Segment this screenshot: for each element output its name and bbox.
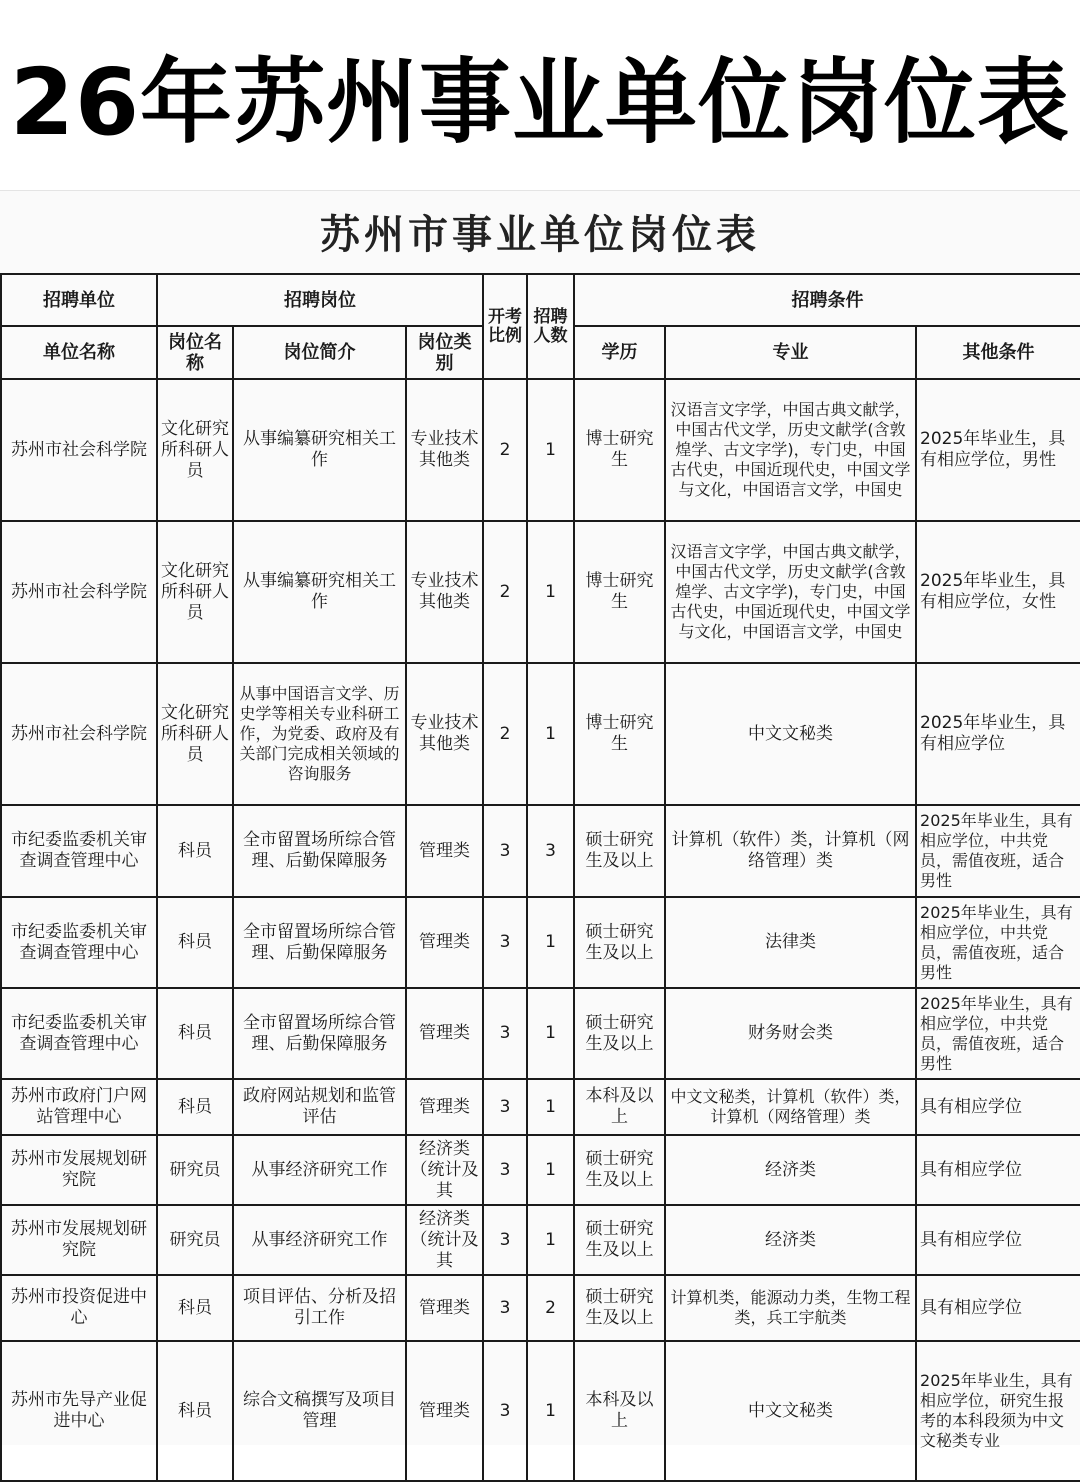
- cell-major: 法律类: [665, 897, 916, 988]
- cell-ratio: 3: [483, 1079, 527, 1135]
- banner-title: 26年苏州事业单位岗位表: [9, 49, 1071, 156]
- cell-type: 经济类（统计及其: [406, 1135, 483, 1205]
- cell-ratio: 3: [483, 1341, 527, 1481]
- cell-desc: 综合文稿撰写及项目管理: [233, 1341, 406, 1481]
- cell-major: 中文文秘类: [665, 1341, 916, 1481]
- cell-post: 科员: [157, 897, 233, 988]
- cell-ratio: 2: [483, 521, 527, 663]
- table-row: [1, 1135, 1080, 1205]
- cell-ratio: 3: [483, 1135, 527, 1205]
- cell-major: 中文文秘类，计算机（软件）类，计算机（网络管理）类: [665, 1079, 916, 1135]
- cell-desc: 从事中国语言文学、历史学等相关专业科研工作，为党委、政府及有关部门完成相关领域的咨询服务: [233, 663, 406, 805]
- header-major: 专业: [665, 326, 916, 379]
- table-row: [1, 988, 1080, 1079]
- cell-post: 科员: [157, 805, 233, 897]
- cell-unit: 苏州市社会科学院: [1, 379, 157, 521]
- cell-type: 管理类: [406, 988, 483, 1079]
- cell-edu: 硕士研究生及以上: [574, 1205, 665, 1275]
- table-row: [1, 379, 1080, 521]
- table-row: [1, 1205, 1080, 1275]
- cell-post: 研究员: [157, 1205, 233, 1275]
- cell-unit: 市纪委监委机关审查调查管理中心: [1, 805, 157, 897]
- cell-major: 中文文秘类: [665, 663, 916, 805]
- cell-post: 文化研究所科研人员: [157, 521, 233, 663]
- cell-ratio: 2: [483, 663, 527, 805]
- cell-count: 1: [527, 663, 574, 805]
- cell-edu: 博士研究生: [574, 379, 665, 521]
- cell-post: 研究员: [157, 1135, 233, 1205]
- cell-desc: 政府网站规划和监管评估: [233, 1079, 406, 1135]
- cell-desc: 从事编纂研究相关工作: [233, 379, 406, 521]
- cell-desc: 从事经济研究工作: [233, 1205, 406, 1275]
- header-education: 学历: [574, 326, 665, 379]
- cell-other: 2025年毕业生，具有相应学位，研究生报考的本科段须为中文文秘类专业: [916, 1341, 1080, 1481]
- cell-edu: 硕士研究生及以上: [574, 897, 665, 988]
- cell-major: 财务财会类: [665, 988, 916, 1079]
- table-row: [1, 663, 1080, 805]
- cell-ratio: 3: [483, 1275, 527, 1341]
- cell-desc: 全市留置场所综合管理、后勤保障服务: [233, 805, 406, 897]
- cell-other: 2025年毕业生，具有相应学位，中共党员，需值夜班，适合男性: [916, 988, 1080, 1079]
- document-title: 苏州市事业单位岗位表: [320, 211, 760, 258]
- cell-count: 1: [527, 1079, 574, 1135]
- position-table: [0, 273, 1080, 1482]
- cell-unit: 苏州市投资促进中心: [1, 1275, 157, 1341]
- cell-type: 管理类: [406, 805, 483, 897]
- cell-major: 经济类: [665, 1205, 916, 1275]
- cell-unit: 苏州市发展规划研究院: [1, 1205, 157, 1275]
- header-post-type: 岗位类别: [406, 326, 483, 379]
- cell-type: 经济类（统计及其: [406, 1205, 483, 1275]
- header-post-desc: 岗位简介: [233, 326, 406, 379]
- cell-edu: 博士研究生: [574, 521, 665, 663]
- cell-unit: 市纪委监委机关审查调查管理中心: [1, 897, 157, 988]
- header-ratio: 开考比例: [483, 274, 527, 379]
- cell-major: 汉语言文字学，中国古典文献学，中国古代文学，历史文献学(含敦煌学、古文字学)，专门史，中国古代史，中国近现代史，中国文学与文化，中国语言文学，中国史: [665, 379, 916, 521]
- cell-post: 文化研究所科研人员: [157, 379, 233, 521]
- cell-count: 1: [527, 897, 574, 988]
- cell-desc: 全市留置场所综合管理、后勤保障服务: [233, 988, 406, 1079]
- cell-unit: 苏州市社会科学院: [1, 663, 157, 805]
- cell-unit: 苏州市发展规划研究院: [1, 1135, 157, 1205]
- cell-major: 经济类: [665, 1135, 916, 1205]
- header-row-1: [1, 274, 1080, 326]
- cell-edu: 硕士研究生及以上: [574, 1135, 665, 1205]
- header-recruit-post: 招聘岗位: [157, 274, 483, 326]
- cell-unit: 苏州市社会科学院: [1, 521, 157, 663]
- table-row: [1, 1341, 1080, 1481]
- header-count: 招聘人数: [527, 274, 574, 379]
- header-other: 其他条件: [916, 326, 1080, 379]
- table-row: [1, 805, 1080, 897]
- banner: [0, 0, 1080, 190]
- cell-ratio: 3: [483, 1205, 527, 1275]
- cell-post: 科员: [157, 1341, 233, 1481]
- cell-other: 具有相应学位: [916, 1135, 1080, 1205]
- cell-count: 3: [527, 805, 574, 897]
- cell-count: 1: [527, 1205, 574, 1275]
- cell-unit: 市纪委监委机关审查调查管理中心: [1, 988, 157, 1079]
- cell-other: 2025年毕业生，具有相应学位，中共党员，需值夜班，适合男性: [916, 897, 1080, 988]
- cell-edu: 本科及以上: [574, 1341, 665, 1481]
- cell-edu: 硕士研究生及以上: [574, 1275, 665, 1341]
- cell-type: 专业技术其他类: [406, 379, 483, 521]
- cell-type: 管理类: [406, 897, 483, 988]
- cell-other: 2025年毕业生，具有相应学位，男性: [916, 379, 1080, 521]
- cell-other: 2025年毕业生，具有相应学位，女性: [916, 521, 1080, 663]
- cell-type: 管理类: [406, 1275, 483, 1341]
- cell-type: 管理类: [406, 1079, 483, 1135]
- cell-desc: 全市留置场所综合管理、后勤保障服务: [233, 897, 406, 988]
- table-row: [1, 1079, 1080, 1135]
- cell-edu: 本科及以上: [574, 1079, 665, 1135]
- cell-other: 具有相应学位: [916, 1205, 1080, 1275]
- cell-type: 专业技术其他类: [406, 521, 483, 663]
- cell-major: 计算机（软件）类，计算机（网络管理）类: [665, 805, 916, 897]
- cell-ratio: 3: [483, 897, 527, 988]
- header-conditions: 招聘条件: [574, 274, 1080, 326]
- cell-ratio: 3: [483, 988, 527, 1079]
- cell-other: 具有相应学位: [916, 1079, 1080, 1135]
- document-image: [0, 190, 1080, 1450]
- cell-other: 2025年毕业生，具有相应学位: [916, 663, 1080, 805]
- cell-post: 科员: [157, 988, 233, 1079]
- cell-edu: 博士研究生: [574, 663, 665, 805]
- cell-unit: 苏州市先导产业促进中心: [1, 1341, 157, 1481]
- table-row: [1, 1275, 1080, 1341]
- table-row: [1, 521, 1080, 663]
- cell-type: 专业技术其他类: [406, 663, 483, 805]
- cell-edu: 硕士研究生及以上: [574, 988, 665, 1079]
- cell-other: 2025年毕业生，具有相应学位，中共党员，需值夜班，适合男性: [916, 805, 1080, 897]
- cell-desc: 从事经济研究工作: [233, 1135, 406, 1205]
- table-row: [1, 897, 1080, 988]
- cell-type: 管理类: [406, 1341, 483, 1481]
- cell-desc: 从事编纂研究相关工作: [233, 521, 406, 663]
- cell-desc: 项目评估、分析及招引工作: [233, 1275, 406, 1341]
- header-post-name: 岗位名称: [157, 326, 233, 379]
- cell-ratio: 2: [483, 379, 527, 521]
- cell-ratio: 3: [483, 805, 527, 897]
- header-unit-name: 单位名称: [1, 326, 157, 379]
- cell-edu: 硕士研究生及以上: [574, 805, 665, 897]
- cell-count: 1: [527, 1341, 574, 1481]
- cell-post: 科员: [157, 1275, 233, 1341]
- cell-other: 具有相应学位: [916, 1275, 1080, 1341]
- cell-major: 汉语言文字学，中国古典文献学，中国古代文学，历史文献学(含敦煌学、古文字学)，专门史，中国古代史，中国近现代史，中国文学与文化，中国语言文学，中国史: [665, 521, 916, 663]
- cell-count: 1: [527, 988, 574, 1079]
- cell-unit: 苏州市政府门户网站管理中心: [1, 1079, 157, 1135]
- cell-count: 1: [527, 521, 574, 663]
- cell-count: 1: [527, 379, 574, 521]
- cell-count: 1: [527, 1135, 574, 1205]
- cell-count: 2: [527, 1275, 574, 1341]
- cell-post: 文化研究所科研人员: [157, 663, 233, 805]
- header-recruit-unit: 招聘单位: [1, 274, 157, 326]
- cell-post: 科员: [157, 1079, 233, 1135]
- cell-major: 计算机类，能源动力类，生物工程类，兵工宇航类: [665, 1275, 916, 1341]
